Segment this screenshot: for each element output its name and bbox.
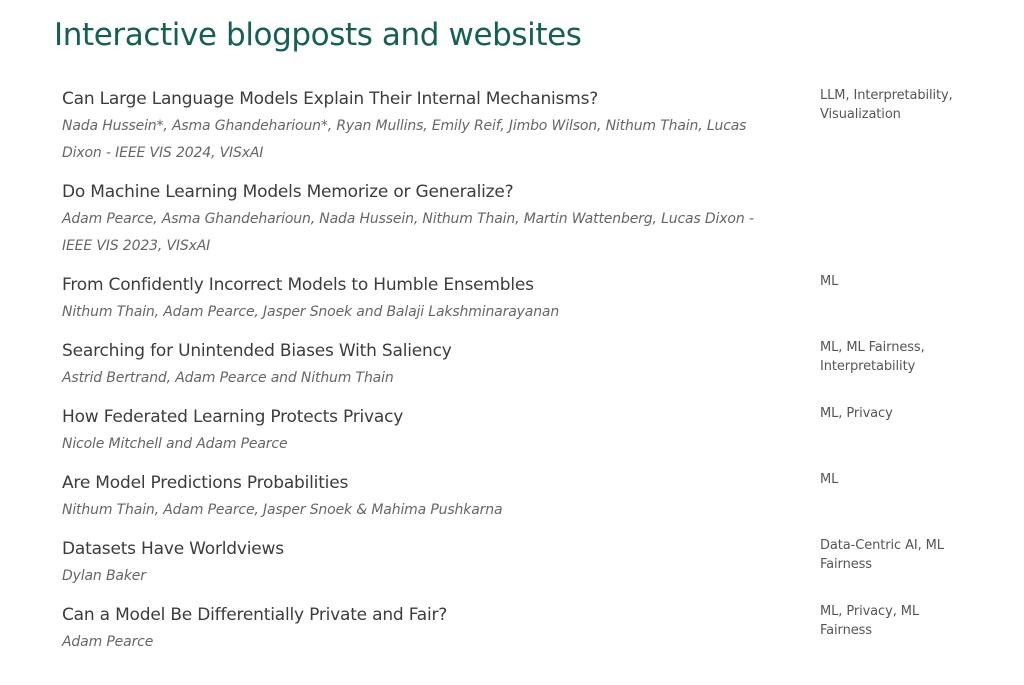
- post-authors: Dylan Baker: [62, 568, 146, 584]
- section-title: Interactive blogposts and websites: [54, 17, 582, 53]
- post-tags: ML, Privacy, ML Fairness: [820, 604, 920, 638]
- post-list: [62, 86, 962, 668]
- post-authors: Adam Pearce: [62, 634, 154, 650]
- post-entry: [62, 470, 962, 524]
- post-tags: ML: [820, 274, 839, 289]
- post-main: [62, 602, 762, 656]
- post-title-link[interactable]: How Federated Learning Protects Privacy: [62, 407, 404, 427]
- post-title-link[interactable]: Searching for Unintended Biases With Saliency: [62, 341, 452, 361]
- post-entry: [62, 536, 962, 590]
- post-entry: [62, 86, 962, 167]
- post-tags: Data-Centric AI, ML Fairness: [820, 538, 944, 572]
- post-authors: Nicole Mitchell and Adam Pearce: [62, 436, 288, 452]
- post-authors: Nithum Thain, Adam Pearce, Jasper Snoek and Balaji Lakshminarayanan: [62, 304, 560, 320]
- post-main: [62, 86, 762, 167]
- post-main: [62, 404, 762, 458]
- post-main: [62, 536, 762, 590]
- post-entry: [62, 404, 962, 458]
- post-title-link[interactable]: Are Model Predictions Probabilities: [62, 473, 349, 493]
- post-authors-venue: Nada Hussein*, Asma Ghandeharioun*, Ryan Mullins, Emily Reif, Jimbo Wilson, Nithum Thain, Lucas Dixon - IEEE VIS 2024, VISxAI: [62, 118, 747, 161]
- post-tags: ML, ML Fairness, Interpretability: [820, 340, 925, 374]
- post-tags: LLM, Interpretability, Visualization: [820, 88, 953, 122]
- post-authors: Nithum Thain, Adam Pearce, Jasper Snoek & Mahima Pushkarna: [62, 502, 503, 518]
- post-entry: [62, 338, 962, 392]
- post-title-link[interactable]: Can Large Language Models Explain Their Internal Mechanisms?: [62, 89, 599, 109]
- post-authors: Astrid Bertrand, Adam Pearce and Nithum Thain: [62, 370, 394, 386]
- post-main: [62, 338, 762, 392]
- post-entry: [62, 602, 962, 656]
- post-title-link[interactable]: Do Machine Learning Models Memorize or Generalize?: [62, 182, 514, 202]
- post-tags: ML: [820, 472, 839, 487]
- post-title-link[interactable]: From Confidently Incorrect Models to Humble Ensembles: [62, 275, 534, 295]
- post-main: [62, 272, 762, 326]
- post-main: [62, 179, 762, 260]
- post-title-link[interactable]: Can a Model Be Differentially Private and Fair?: [62, 605, 448, 625]
- post-entry: [62, 179, 962, 260]
- post-authors-venue: Adam Pearce, Asma Ghandeharioun, Nada Hussein, Nithum Thain, Martin Wattenberg, Lucas Dixon - IEEE VIS 2023, VISxAI: [62, 211, 754, 254]
- post-entry: [62, 272, 962, 326]
- post-tags: ML, Privacy: [820, 406, 893, 421]
- post-title-link[interactable]: Datasets Have Worldviews: [62, 539, 284, 559]
- post-main: [62, 470, 762, 524]
